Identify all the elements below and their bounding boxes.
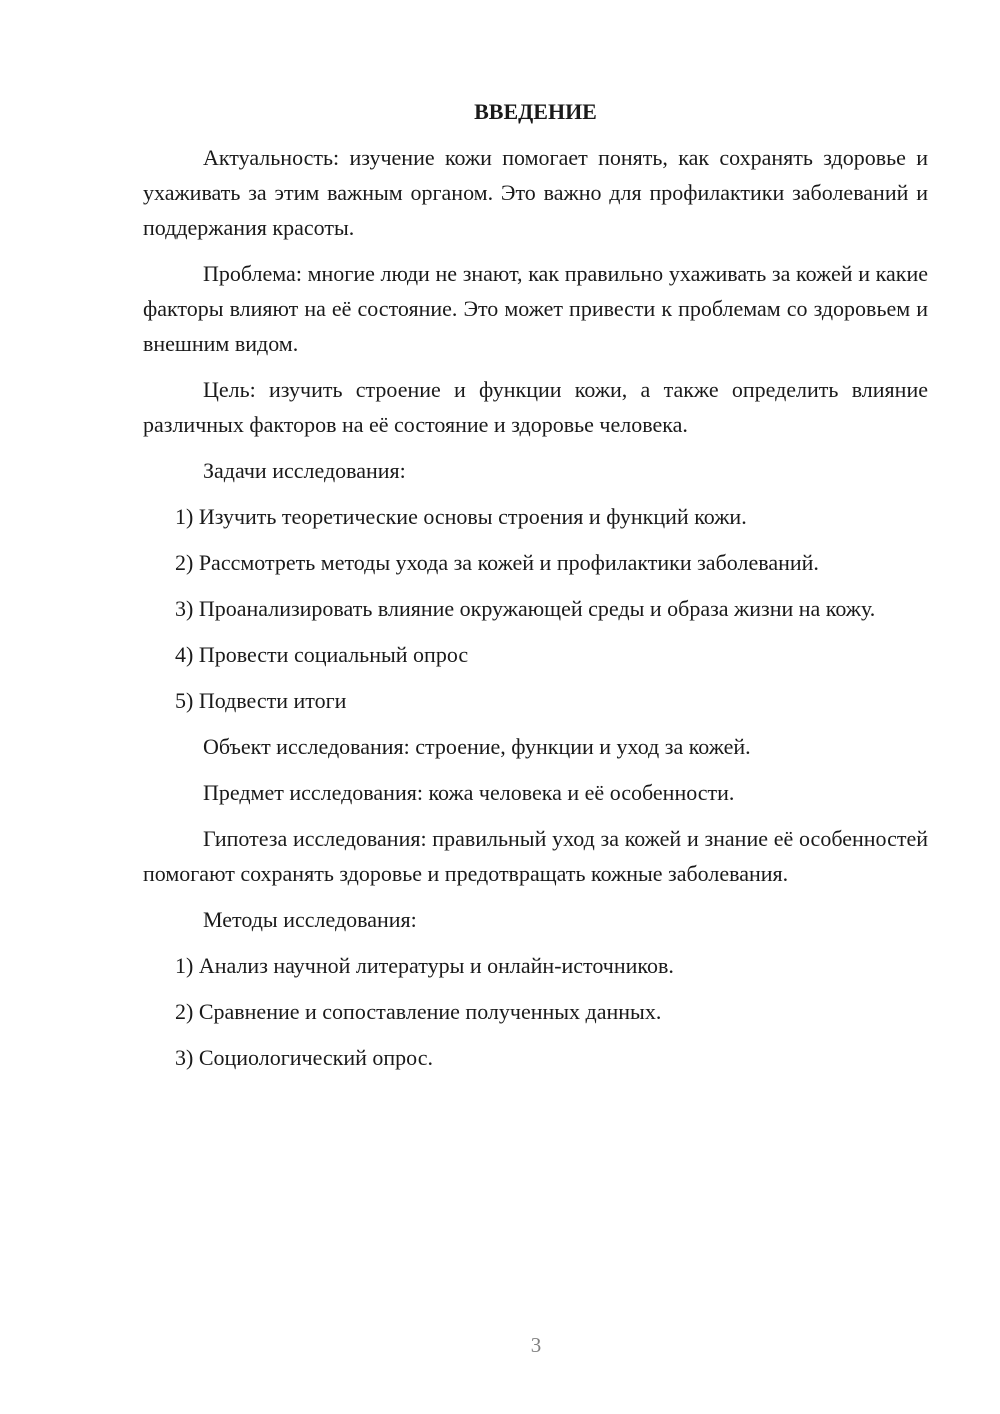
problem-paragraph: Проблема: многие люди не знают, как правильно ухаживать за кожей и какие факторы влияют на её состояние. Это может привести к проблемам со здоровьем и внешним видом.: [143, 261, 928, 356]
relevance-paragraph: Актуальность: изучение кожи помогает понять, как сохранять здоровье и ухаживать за этим важным органом. Это важно для профилактики заболеваний и поддержания красоты.: [143, 145, 928, 240]
task-item: 1) Изучить теоретические основы строения и функций кожи.: [175, 504, 747, 529]
task-item: 4) Провести социальный опрос: [175, 642, 469, 667]
object-paragraph: Объект исследования: строение, функции и уход за кожей.: [203, 734, 751, 759]
tasks-title: Задачи исследования:: [203, 458, 406, 483]
method-item: 1) Анализ научной литературы и онлайн-источников.: [175, 953, 674, 978]
page-content: [143, 94, 928, 1086]
hypothesis-paragraph: Гипотеза исследования: правильный уход за кожей и знание её особенностей помогают сохранять здоровье и предотвращать кожные заболевания.: [143, 826, 928, 886]
goal-paragraph: Цель: изучить строение и функции кожи, а также определить влияние различных факторов на её состояние и здоровье человека.: [143, 377, 928, 437]
page-number: 3: [530, 1333, 542, 1357]
task-item: 5) Подвести итоги: [175, 688, 347, 713]
task-item: 2) Рассмотреть методы ухода за кожей и профилактики заболеваний.: [175, 550, 819, 575]
methods-title: Методы исследования:: [203, 907, 417, 932]
section-heading: ВВЕДЕНИЕ: [474, 99, 597, 124]
method-item: 2) Сравнение и сопоставление полученных данных.: [175, 999, 662, 1024]
task-item: 3) Проанализировать влияние окружающей среды и образа жизни на кожу.: [175, 596, 876, 621]
subject-paragraph: Предмет исследования: кожа человека и её особенности.: [203, 780, 735, 805]
method-item: 3) Социологический опрос.: [175, 1045, 433, 1070]
